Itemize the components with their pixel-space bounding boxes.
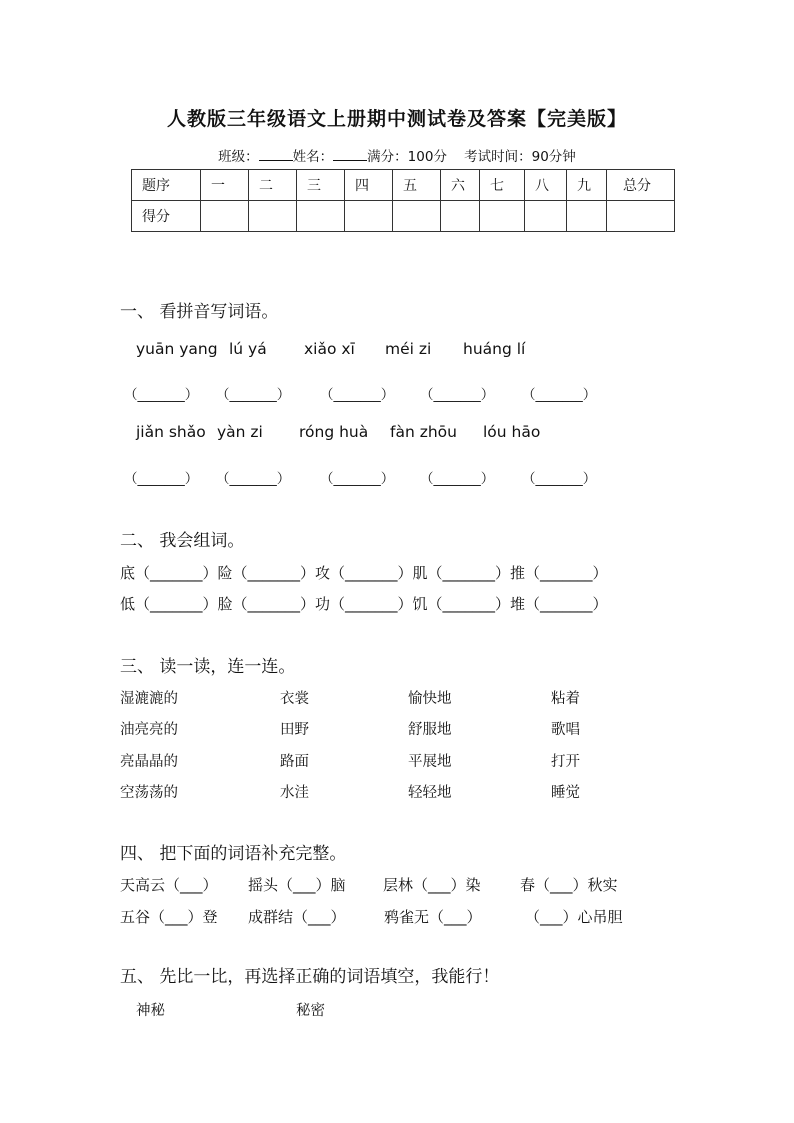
match-word: 油亮亮的: [120, 722, 178, 738]
score-header-row: [132, 170, 675, 201]
match-word: 粘着: [551, 691, 580, 707]
section-2-heading: 二、 我会组词。: [120, 531, 245, 551]
section-4-heading: 四、 把下面的词语补充完整。: [120, 844, 347, 864]
answer-blank[interactable]: （_______）: [320, 387, 395, 403]
score-input[interactable]: [297, 201, 345, 232]
idiom-fill: 天高云（___）: [120, 876, 218, 894]
answer-blank[interactable]: （_______）: [320, 471, 395, 487]
choice-word: 神秘: [136, 1003, 165, 1019]
score-input[interactable]: [201, 201, 249, 232]
score-cell: 九: [567, 170, 607, 201]
section-3-heading: 三、 读一读，连一连。: [120, 657, 296, 677]
match-word: 睡觉: [551, 785, 580, 801]
score-value-row: [132, 201, 675, 232]
pinyin: méi zi: [385, 340, 432, 358]
exam-time: 考试时间：90分钟: [464, 149, 576, 165]
answer-blank[interactable]: （_______）: [124, 471, 199, 487]
answer-blank[interactable]: （_______）: [522, 387, 597, 403]
page-title: 人教版三年级语文上册期中测试卷及答案【完美版】: [166, 108, 627, 130]
score-input[interactable]: [567, 201, 607, 232]
pinyin: yuān yang: [136, 340, 218, 358]
word-group-line: 低（_______）脸（_______）功（_______）饥（_______）堆（_______）: [120, 595, 608, 613]
pinyin: lóu hāo: [483, 423, 541, 441]
pinyin: róng huà: [299, 423, 369, 441]
match-word: 舒服地: [408, 722, 452, 738]
pinyin: yàn zi: [217, 423, 263, 441]
idiom-fill: 层林（___）染: [383, 876, 481, 894]
score-input[interactable]: [525, 201, 567, 232]
class-blank[interactable]: [259, 147, 293, 161]
class-label: 班级：: [218, 149, 259, 165]
score-cell: 总分: [607, 170, 675, 201]
idiom-fill: 摇头（___）脑: [248, 876, 346, 894]
pinyin: huáng lí: [463, 340, 526, 358]
answer-blank[interactable]: （_______）: [216, 387, 291, 403]
match-word: 打开: [551, 754, 580, 770]
match-word: 轻轻地: [408, 785, 452, 801]
score-input[interactable]: [345, 201, 393, 232]
idiom-fill: 成群结（___）: [248, 908, 346, 926]
idiom-fill: 鸦雀无（___）: [384, 908, 482, 926]
idiom-fill: 春（___）秋实: [520, 876, 618, 894]
score-input[interactable]: [393, 201, 441, 232]
section-5-heading: 五、 先比一比，再选择正确的词语填空，我能行！: [120, 967, 500, 987]
match-word: 平展地: [408, 754, 452, 770]
choice-word: 秘密: [296, 1003, 325, 1019]
score-cell: 一: [201, 170, 249, 201]
score-input[interactable]: [607, 201, 675, 232]
score-cell: 题序: [132, 170, 201, 201]
name-label: 姓名：: [292, 149, 334, 165]
score-cell: 六: [441, 170, 480, 201]
idiom-fill: （___）心吊胆: [525, 908, 623, 926]
pinyin: xiǎo xī: [304, 340, 355, 358]
exam-info: [0, 145, 794, 165]
score-cell: 八: [525, 170, 567, 201]
match-word: 衣裳: [280, 691, 309, 707]
word-group-line: 底（_______）险（_______）攻（_______）肌（_______）推（_______）: [120, 564, 608, 582]
pinyin: jiǎn shǎo: [136, 423, 206, 441]
score-cell: 三: [297, 170, 345, 201]
answer-blank[interactable]: （_______）: [124, 387, 199, 403]
score-cell: 五: [393, 170, 441, 201]
match-word: 空荡荡的: [120, 785, 178, 801]
answer-blank[interactable]: （_______）: [522, 471, 597, 487]
pinyin: lú yá: [229, 340, 267, 358]
match-word: 歌唱: [551, 722, 580, 738]
match-word: 田野: [280, 722, 309, 738]
score-cell: 二: [249, 170, 297, 201]
match-word: 湿漉漉的: [120, 691, 178, 707]
score-cell: 四: [345, 170, 393, 201]
score-table: [131, 169, 675, 232]
score-row-label: 得分: [132, 201, 201, 232]
answer-blank[interactable]: （_______）: [420, 471, 495, 487]
score-input[interactable]: [249, 201, 297, 232]
pinyin: fàn zhōu: [390, 423, 457, 441]
match-word: 亮晶晶的: [120, 754, 178, 770]
name-blank[interactable]: [333, 147, 367, 161]
answer-blank[interactable]: （_______）: [216, 471, 291, 487]
score-input[interactable]: [480, 201, 525, 232]
idiom-fill: 五谷（___）登: [120, 908, 218, 926]
answer-blank[interactable]: （_______）: [420, 387, 495, 403]
full-score: 满分：100分: [367, 149, 447, 165]
score-cell: 七: [480, 170, 525, 201]
score-input[interactable]: [441, 201, 480, 232]
match-word: 水洼: [280, 785, 309, 801]
match-word: 路面: [280, 754, 309, 770]
match-word: 愉快地: [408, 691, 452, 707]
section-1-heading: 一、 看拼音写词语。: [120, 302, 279, 322]
